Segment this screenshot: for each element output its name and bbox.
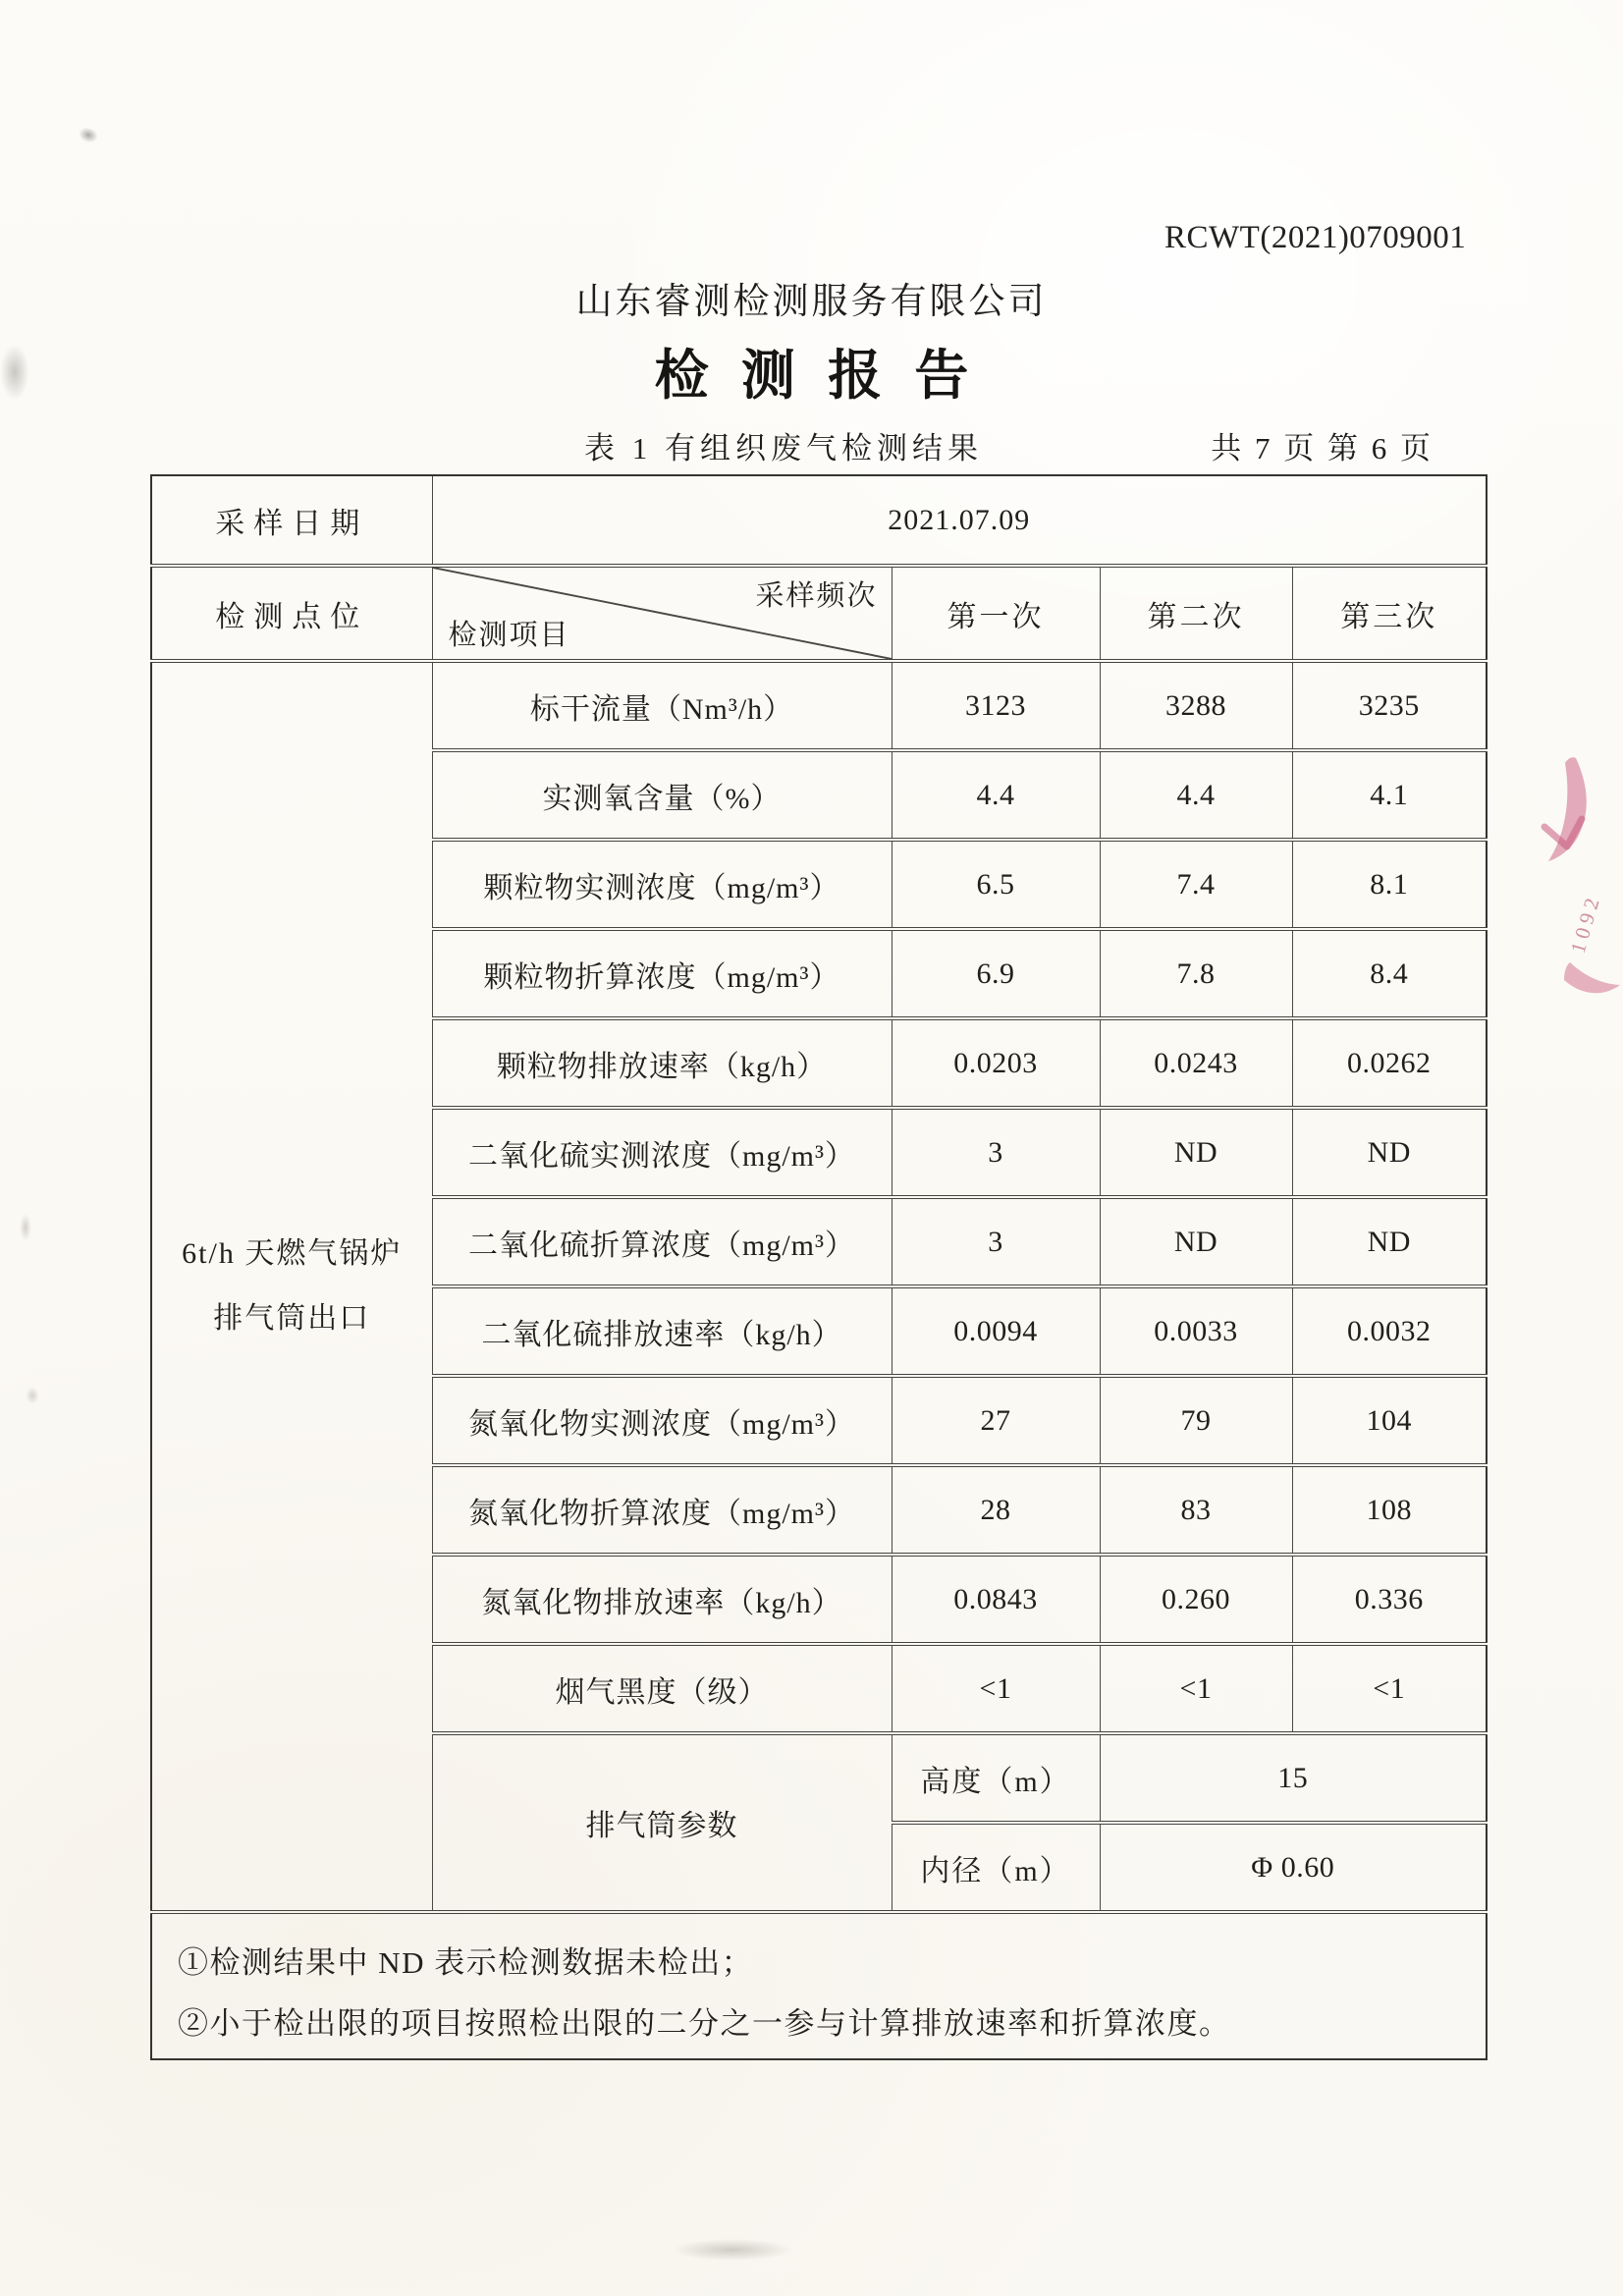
scan-smudge (26, 1387, 39, 1404)
footnotes (151, 1912, 1487, 2059)
stack-height-value: 15 (1100, 1733, 1487, 1823)
value-cell: 3288 (1100, 661, 1292, 750)
value-cell: 0.0843 (892, 1555, 1100, 1644)
column-header-third: 第三次 (1292, 566, 1487, 661)
results-table (150, 474, 1488, 2060)
item-cell: 二氧化硫排放速率（kg/h） (432, 1286, 892, 1376)
item-cell: 颗粒物排放速率（kg/h） (432, 1018, 892, 1108)
stamp-arc-top (1548, 757, 1587, 861)
point-name-line1: 6t/h 天燃气锅炉 (182, 1237, 403, 1270)
item-cell: 颗粒物实测浓度（mg/m³） (432, 840, 892, 929)
sampling-frequency-label: 采样频次 (755, 580, 878, 612)
diagonal-header-cell (432, 566, 892, 661)
scan-smudge (20, 1214, 31, 1241)
value-cell: ND (1100, 1108, 1292, 1197)
value-cell: ND (1292, 1108, 1487, 1197)
item-cell: 氮氧化物排放速率（kg/h） (432, 1555, 892, 1644)
value-cell: 6.5 (892, 840, 1100, 929)
footnote-2: ②小于检出限的项目按照检出限的二分之一参与计算排放速率和折算浓度。 (178, 2005, 1231, 2041)
stamp-number-text: 1092 (1565, 891, 1605, 957)
value-cell: ND (1292, 1197, 1487, 1286)
header-row (151, 566, 1487, 661)
value-cell: 0.0262 (1292, 1018, 1487, 1108)
value-cell: <1 (1100, 1644, 1292, 1733)
value-cell: 4.1 (1292, 750, 1487, 840)
value-cell: 28 (892, 1465, 1100, 1555)
value-cell: 0.0032 (1292, 1286, 1487, 1376)
item-cell: 实测氧含量（%） (432, 750, 892, 840)
value-cell: 79 (1100, 1376, 1292, 1465)
value-cell: 0.260 (1100, 1555, 1292, 1644)
item-cell: 氮氧化物折算浓度（mg/m³） (432, 1465, 892, 1555)
value-cell: 6.9 (892, 929, 1100, 1018)
value-cell: 4.4 (1100, 750, 1292, 840)
value-cell: 8.1 (1292, 840, 1487, 929)
page-indicator: 共 7 页 第 6 页 (1211, 431, 1434, 465)
stamp-arc-bottom (1564, 962, 1620, 993)
table-caption: 表 1 有组织废气检测结果 (584, 431, 983, 465)
value-cell: 108 (1292, 1465, 1487, 1555)
column-header-first: 第一次 (892, 566, 1100, 661)
value-cell: 8.4 (1292, 929, 1487, 1018)
sampling-date-label: 采样日期 (151, 475, 432, 566)
value-cell: <1 (892, 1644, 1100, 1733)
value-cell: 3235 (1292, 661, 1487, 750)
report-number: RCWT(2021)0709001 (1164, 220, 1467, 255)
value-cell: 104 (1292, 1376, 1487, 1465)
test-item-label: 检测项目 (448, 620, 570, 651)
value-cell: 83 (1100, 1465, 1292, 1555)
monitoring-point-name (151, 661, 432, 1912)
sampling-date-row (151, 475, 1487, 566)
value-cell: 4.4 (892, 750, 1100, 840)
item-cell: 颗粒物折算浓度（mg/m³） (432, 929, 892, 1018)
value-cell: 0.0033 (1100, 1286, 1292, 1376)
scan-smudge (674, 2239, 791, 2261)
value-cell: 0.336 (1292, 1555, 1487, 1644)
item-cell: 二氧化硫实测浓度（mg/m³） (432, 1108, 892, 1197)
value-cell: 7.8 (1100, 929, 1292, 1018)
value-cell: 3 (892, 1197, 1100, 1286)
value-cell: ND (1100, 1197, 1292, 1286)
stack-height-label: 高度（m） (892, 1733, 1100, 1823)
stack-diameter-label: 内径（m） (892, 1823, 1100, 1912)
point-name-line2: 排气筒出口 (213, 1302, 371, 1335)
item-cell: 标干流量（Nm³/h） (432, 661, 892, 750)
item-cell: 二氧化硫折算浓度（mg/m³） (432, 1197, 892, 1286)
value-cell: 0.0094 (892, 1286, 1100, 1376)
scan-smudge (77, 125, 100, 144)
report-title: 检 测 报 告 (654, 345, 978, 406)
stamp-check-mark (1544, 819, 1582, 847)
column-header-second: 第二次 (1100, 566, 1292, 661)
company-name: 山东睿测检测服务有限公司 (575, 282, 1048, 322)
value-cell: 3 (892, 1108, 1100, 1197)
stack-diameter-value: Φ 0.60 (1100, 1823, 1487, 1912)
stack-params-label: 排气筒参数 (432, 1733, 892, 1912)
value-cell: 0.0243 (1100, 1018, 1292, 1108)
table-row (151, 661, 1487, 750)
value-cell: <1 (1292, 1644, 1487, 1733)
footnote-1: ①检测结果中 ND 表示检测数据未检出； (178, 1944, 754, 1980)
footnote-row (151, 1912, 1487, 2059)
item-cell: 烟气黑度（级） (432, 1644, 892, 1733)
monitoring-point-label: 检测点位 (151, 566, 432, 661)
item-cell: 氮氧化物实测浓度（mg/m³） (432, 1376, 892, 1465)
value-cell: 7.4 (1100, 840, 1292, 929)
sampling-date-value: 2021.07.09 (432, 475, 1487, 566)
stamp-fragment (1507, 709, 1623, 1013)
value-cell: 0.0203 (892, 1018, 1100, 1108)
value-cell: 3123 (892, 661, 1100, 750)
value-cell: 27 (892, 1376, 1100, 1465)
